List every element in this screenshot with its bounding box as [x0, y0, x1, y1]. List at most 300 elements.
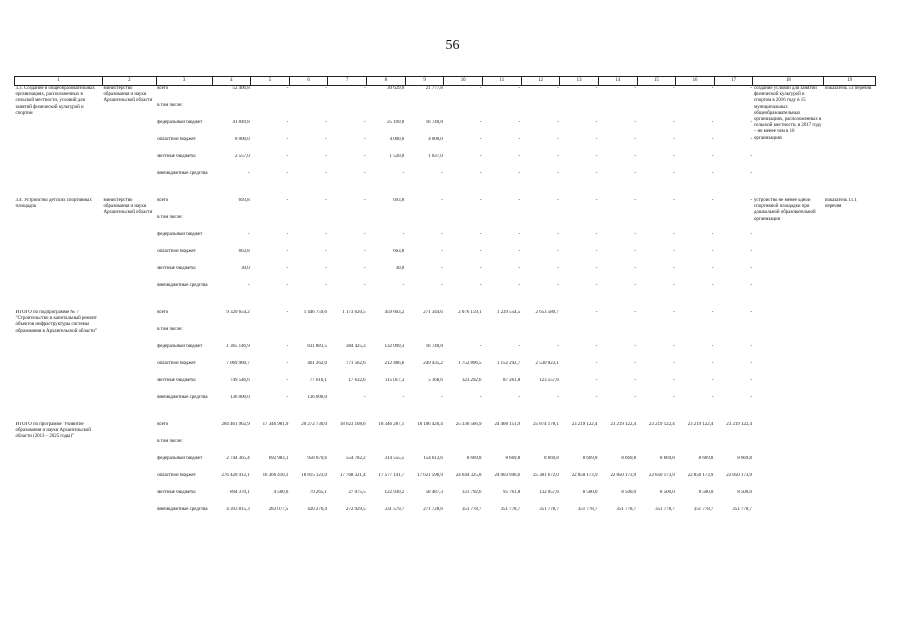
- amount-cell: -: [595, 266, 598, 271]
- header-cell: 19: [824, 77, 876, 86]
- amount-cell: 8 500,0: [737, 490, 752, 495]
- amount-cell: 1 520,0: [389, 154, 405, 159]
- amount-cell: -: [673, 137, 675, 142]
- amount-cell: -: [402, 283, 405, 288]
- amount-cell: 8 669,8: [621, 456, 637, 461]
- amount-cell: -: [557, 198, 559, 203]
- funding-source: областной бюджет: [157, 361, 196, 366]
- amount-cell: -: [441, 198, 443, 203]
- amount-cell: -: [595, 232, 598, 237]
- amount-cell: 18 623 108,6: [339, 422, 366, 427]
- funding-source: федеральный бюджет: [157, 344, 203, 349]
- amount-cell: -: [325, 198, 327, 203]
- amount-cell: -: [286, 395, 289, 400]
- header-cell: 1: [15, 77, 103, 86]
- amount-cell: -: [518, 137, 521, 142]
- amount-cell: -: [557, 171, 559, 176]
- amount-cell: 24 468 151,9: [494, 422, 521, 427]
- amount-cell: -: [557, 120, 559, 125]
- amount-cell: -: [673, 198, 675, 203]
- amount-cell: 23 219 122,4: [571, 422, 598, 427]
- amount-cell: [714, 439, 753, 456]
- amount-cell: -: [750, 266, 752, 271]
- amount-cell: 136 000,0: [230, 395, 250, 400]
- funding-source: федеральный бюджет: [157, 232, 203, 237]
- amount-cell: -: [479, 86, 482, 91]
- amount-cell: 692 983,1: [268, 456, 289, 461]
- amount-cell: -: [711, 361, 714, 366]
- amount-cell: -: [286, 137, 289, 142]
- amount-cell: 30,0: [395, 266, 405, 271]
- amount-cell: [251, 439, 290, 456]
- amount-cell: -: [441, 171, 443, 176]
- amount-cell: 8 500,0: [660, 490, 675, 495]
- amount-cell: 23 219 122,4: [649, 422, 675, 427]
- amount-cell: 22 850 173,9: [571, 473, 598, 478]
- amount-cell: -: [711, 154, 714, 159]
- amount-cell: 16 366 410,3: [262, 473, 289, 478]
- amount-cell: [483, 215, 522, 232]
- amount-cell: 271 728,6: [423, 507, 443, 512]
- amount-cell: -: [595, 154, 598, 159]
- amount-cell: -: [595, 344, 598, 349]
- amount-cell: 52 406,8: [232, 86, 250, 91]
- funding-source: внебюджетные средства: [157, 395, 208, 400]
- amount-cell: 16 740,8: [425, 344, 443, 349]
- amount-cell: -: [673, 249, 675, 254]
- amount-cell: -: [325, 86, 327, 91]
- amount-cell: 8 669,8: [582, 456, 598, 461]
- amount-cell: -: [479, 249, 482, 254]
- funding-source: в том числе:: [157, 103, 183, 108]
- target-indicator: показатель 53 перечня: [824, 86, 872, 91]
- funding-source: местные бюджеты: [157, 154, 196, 159]
- amount-cell: -: [479, 198, 482, 203]
- amount-cell: -: [634, 249, 637, 254]
- amount-cell: [405, 103, 444, 120]
- amount-cell: 8 500,0: [582, 490, 598, 495]
- amount-cell: 87 261,8: [503, 378, 521, 383]
- amount-cell: [328, 327, 367, 344]
- amount-cell: -: [634, 171, 637, 176]
- funding-source: всего: [157, 86, 169, 91]
- expected-result: создание условий для занятий физической культурой и спортом в 2016 году в 15 муниципальных общеобразовательных организациях, расположенных в сельской местности, в 2017 году – не менее чем в 10 организациях: [753, 86, 822, 141]
- measure-name: ИТОГО по программе "Развитие образования и науки Архангельской области (2013 – 2025 годы)": [15, 422, 91, 440]
- amount-cell: -: [711, 378, 714, 383]
- amount-cell: -: [557, 232, 559, 237]
- amount-cell: -: [286, 171, 289, 176]
- amount-cell: 351 778,7: [616, 507, 637, 512]
- amount-cell: -: [595, 86, 598, 91]
- amount-cell: 4 500,0: [273, 490, 289, 495]
- amount-cell: 249 435,2: [423, 361, 443, 366]
- amount-cell: -: [363, 120, 366, 125]
- amount-cell: [637, 215, 676, 232]
- table-row: [15, 198, 876, 215]
- amount-cell: -: [557, 266, 559, 271]
- amount-cell: 351 778,7: [461, 507, 482, 512]
- amount-cell: -: [750, 310, 752, 315]
- amount-cell: 384 425,3: [346, 344, 366, 349]
- amount-cell: -: [518, 120, 521, 125]
- amount-cell: [521, 215, 560, 232]
- amount-cell: 22 850 173,9: [610, 473, 637, 478]
- amount-cell: 23 219 122,4: [687, 422, 714, 427]
- amount-cell: -: [557, 86, 559, 91]
- header-cell: 15: [637, 77, 676, 86]
- amount-cell: -: [595, 249, 598, 254]
- amount-cell: 894 370,1: [230, 490, 250, 495]
- amount-cell: [598, 327, 637, 344]
- header-cell: 12: [521, 77, 560, 86]
- amount-cell: [289, 439, 328, 456]
- amount-cell: -: [634, 137, 637, 142]
- amount-cell: -: [557, 137, 559, 142]
- amount-cell: [212, 215, 251, 232]
- amount-cell: [637, 439, 676, 456]
- amount-cell: [714, 215, 753, 232]
- amount-cell: [251, 103, 290, 120]
- amount-cell: -: [673, 232, 675, 237]
- amount-cell: -: [363, 86, 366, 91]
- funding-source: всего: [157, 198, 169, 203]
- amount-cell: 461 262,0: [307, 361, 327, 366]
- amount-cell: -: [286, 283, 289, 288]
- amount-cell: 272 929,5: [346, 507, 366, 512]
- amount-cell: -: [711, 232, 714, 237]
- amount-cell: 958 070,6: [307, 456, 327, 461]
- amount-cell: -: [673, 344, 675, 349]
- header-cell: 8: [367, 77, 406, 86]
- header-cell: 5: [251, 77, 290, 86]
- amount-cell: -: [711, 171, 714, 176]
- amount-cell: 276 420 412,1: [221, 473, 250, 478]
- amount-cell: [676, 215, 715, 232]
- amount-cell: [212, 439, 251, 456]
- amount-cell: -: [518, 344, 521, 349]
- amount-cell: -: [673, 361, 675, 366]
- amount-cell: [251, 327, 290, 344]
- amount-cell: 154 613,6: [423, 456, 443, 461]
- amount-cell: 132 057,6: [539, 490, 559, 495]
- amount-cell: 115 017,3: [384, 378, 405, 383]
- amount-cell: -: [325, 154, 327, 159]
- amount-cell: 30,0: [241, 266, 250, 271]
- funding-source: федеральный бюджет: [157, 120, 203, 125]
- funding-source: местные бюджеты: [157, 378, 196, 383]
- budget-table: [14, 76, 876, 524]
- amount-cell: -: [634, 266, 637, 271]
- amount-cell: -: [673, 310, 675, 315]
- amount-cell: -: [325, 120, 327, 125]
- amount-cell: -: [248, 283, 250, 288]
- amount-cell: 554 782,2: [346, 456, 366, 461]
- header-cell: 4: [212, 77, 251, 86]
- amount-cell: 663,8: [238, 249, 250, 254]
- amount-cell: -: [325, 283, 327, 288]
- amount-cell: 18 815 123,0: [301, 473, 327, 478]
- amount-cell: -: [518, 154, 521, 159]
- amount-cell: -: [402, 232, 405, 237]
- amount-cell: -: [750, 344, 752, 349]
- spacer-cell: [15, 300, 876, 310]
- amount-cell: 749 546,6: [230, 378, 250, 383]
- amount-cell: 22 850 173,9: [649, 473, 675, 478]
- measure-executor: министерство образования и науки Архангельской области: [103, 198, 153, 216]
- amount-cell: [521, 103, 560, 120]
- amount-cell: -: [634, 86, 637, 91]
- amount-cell: -: [595, 395, 598, 400]
- amount-cell: 123 557,6: [539, 378, 559, 383]
- funding-source: областной бюджет: [157, 249, 196, 254]
- amount-cell: [598, 215, 637, 232]
- amount-cell: -: [441, 266, 443, 271]
- amount-cell: [444, 103, 483, 120]
- amount-cell: 17 768 321,4: [339, 473, 366, 478]
- amount-cell: -: [595, 198, 598, 203]
- amount-cell: -: [634, 395, 637, 400]
- amount-cell: [714, 327, 753, 344]
- spacer-cell: [15, 188, 876, 198]
- amount-cell: 331 579,7: [384, 507, 405, 512]
- measure-executor: [103, 422, 157, 524]
- amount-cell: 25 336 566,9: [455, 422, 482, 427]
- amount-cell: -: [711, 266, 714, 271]
- amount-cell: [444, 327, 483, 344]
- amount-cell: -: [286, 378, 289, 383]
- amount-cell: -: [595, 378, 598, 383]
- amount-cell: 25 874 178,1: [533, 422, 559, 427]
- amount-cell: -: [286, 198, 289, 203]
- amount-cell: [251, 215, 290, 232]
- amount-cell: [714, 103, 753, 120]
- amount-cell: -: [518, 249, 521, 254]
- amount-cell: 351 778,7: [655, 507, 675, 512]
- amount-cell: 17 577 141,7: [378, 473, 405, 478]
- amount-cell: [676, 327, 715, 344]
- amount-cell: -: [750, 378, 752, 383]
- amount-cell: [637, 327, 676, 344]
- funding-source: местные бюджеты: [157, 490, 196, 495]
- amount-cell: [560, 215, 599, 232]
- page-number: 56: [445, 38, 460, 53]
- amount-cell: 24 003 946,6: [494, 473, 521, 478]
- amount-cell: 1 037,0: [428, 154, 443, 159]
- amount-cell: 17 621 596,9: [417, 473, 443, 478]
- amount-cell: 8 669,8: [698, 456, 714, 461]
- amount-cell: 23 219 122,4: [610, 422, 637, 427]
- funding-source: в том числе:: [157, 327, 183, 332]
- target-indicator: [824, 422, 876, 524]
- amount-cell: -: [557, 395, 559, 400]
- amount-cell: 41 849,8: [232, 120, 250, 125]
- amount-cell: [560, 327, 599, 344]
- amount-cell: -: [479, 137, 482, 142]
- amount-cell: [521, 439, 560, 456]
- block-spacer: [15, 412, 876, 422]
- amount-cell: 132 099,3: [384, 344, 405, 349]
- amount-cell: 351 778,7: [539, 507, 559, 512]
- amount-cell: -: [363, 137, 366, 142]
- amount-cell: -: [673, 171, 675, 176]
- amount-cell: -: [441, 283, 443, 288]
- amount-cell: [328, 103, 367, 120]
- target-indicator: показатель 11.1 перечня: [824, 198, 857, 210]
- amount-cell: -: [441, 249, 443, 254]
- amount-cell: 27 075,5: [348, 490, 366, 495]
- amount-cell: -: [711, 395, 714, 400]
- table-row: [15, 310, 876, 327]
- amount-cell: 22 850 173,9: [687, 473, 714, 478]
- amount-cell: -: [711, 310, 714, 315]
- amount-cell: -: [673, 86, 675, 91]
- amount-cell: 283 077,5: [268, 507, 289, 512]
- amount-cell: 314 555,5: [384, 456, 405, 461]
- measure-name: ИТОГО по подпрограмме № 7 "Строительство и капитальный ремонт объектов инфраструктуры системы образования в Архангельской области": [15, 310, 97, 334]
- amount-cell: [367, 439, 406, 456]
- amount-cell: [328, 439, 367, 456]
- amount-cell: -: [325, 137, 327, 142]
- amount-cell: -: [363, 232, 366, 237]
- amount-cell: -: [557, 283, 559, 288]
- expected-result: [753, 422, 824, 524]
- amount-cell: 30 629,0: [387, 86, 405, 91]
- amount-cell: -: [673, 120, 675, 125]
- amount-cell: [483, 327, 522, 344]
- amount-cell: 5 168,6: [428, 378, 443, 383]
- amount-cell: [405, 215, 444, 232]
- amount-cell: [676, 103, 715, 120]
- amount-cell: -: [750, 86, 752, 91]
- funding-source: внебюджетные средства: [157, 171, 208, 176]
- amount-cell: 1 752 896,5: [458, 361, 482, 366]
- header-cell: 3: [156, 77, 212, 86]
- funding-source: всего: [157, 310, 169, 315]
- funding-source: в том числе:: [157, 215, 183, 220]
- amount-cell: [637, 103, 676, 120]
- amount-cell: -: [479, 395, 482, 400]
- amount-cell: -: [634, 198, 637, 203]
- amount-cell: 136 000,0: [307, 395, 327, 400]
- amount-cell: 2 653 580,7: [535, 310, 559, 315]
- amount-cell: [405, 327, 444, 344]
- amount-cell: -: [634, 344, 637, 349]
- amount-cell: 17 632,6: [348, 378, 366, 383]
- amount-cell: [212, 103, 251, 120]
- amount-cell: -: [634, 310, 637, 315]
- funding-source: местные бюджеты: [157, 266, 196, 271]
- amount-cell: [483, 103, 522, 120]
- funding-source: всего: [157, 422, 169, 427]
- amount-cell: -: [518, 171, 521, 176]
- amount-cell: 4 000,0: [389, 137, 405, 142]
- amount-cell: 1 152 292,7: [496, 361, 521, 366]
- amount-cell: -: [634, 378, 637, 383]
- amount-cell: -: [595, 171, 598, 176]
- spacer-cell: [15, 412, 876, 422]
- amount-cell: -: [363, 249, 366, 254]
- amount-cell: -: [711, 249, 714, 254]
- amount-cell: 18 106 426,4: [417, 422, 443, 427]
- amount-cell: 8 500,0: [621, 490, 637, 495]
- amount-cell: -: [441, 232, 443, 237]
- amount-cell: 323 292,6: [461, 378, 482, 383]
- amount-cell: -: [557, 344, 559, 349]
- amount-cell: -: [750, 361, 752, 366]
- amount-cell: 1 239 554,5: [496, 310, 521, 315]
- header-cell: 16: [676, 77, 715, 86]
- amount-cell: -: [479, 154, 482, 159]
- amount-cell: -: [248, 232, 250, 237]
- table-header-row: [15, 77, 876, 86]
- amount-cell: 8 669,8: [660, 456, 675, 461]
- amount-cell: -: [750, 171, 752, 176]
- block-spacer: [15, 300, 876, 310]
- amount-cell: -: [673, 378, 675, 383]
- amount-cell: 8 000,0: [234, 137, 250, 142]
- amount-cell: 459 603,2: [384, 310, 405, 315]
- amount-cell: -: [402, 171, 405, 176]
- measure-name: 3.4. Устройство детских спортивных площадок: [15, 198, 92, 210]
- amount-cell: 2 744 365,4: [226, 456, 250, 461]
- amount-cell: -: [711, 344, 714, 349]
- amount-cell: -: [634, 120, 637, 125]
- amount-cell: -: [518, 86, 521, 91]
- amount-cell: -: [750, 198, 752, 203]
- amount-cell: 693,8: [238, 198, 250, 203]
- amount-cell: 693,8: [393, 198, 405, 203]
- measure-executor: [103, 310, 157, 412]
- amount-cell: -: [363, 395, 366, 400]
- amount-cell: -: [479, 283, 482, 288]
- amount-cell: [212, 327, 251, 344]
- amount-cell: 8 669,8: [466, 456, 482, 461]
- amount-cell: -: [673, 395, 675, 400]
- amount-cell: -: [286, 154, 289, 159]
- amount-cell: [560, 439, 599, 456]
- table-row: [15, 422, 876, 439]
- amount-cell: -: [441, 395, 443, 400]
- funding-source: в том числе:: [157, 439, 183, 444]
- funding-source: внебюджетные средства: [157, 283, 208, 288]
- amount-cell: -: [673, 283, 675, 288]
- header-cell: 6: [289, 77, 328, 86]
- amount-cell: [598, 439, 637, 456]
- header-cell: 2: [103, 77, 157, 86]
- amount-cell: -: [286, 361, 289, 366]
- amount-cell: -: [711, 137, 714, 142]
- amount-cell: [289, 327, 328, 344]
- amount-cell: 4 000,0: [428, 137, 443, 142]
- amount-cell: 271 344,6: [423, 310, 443, 315]
- amount-cell: 351 778,7: [732, 507, 752, 512]
- amount-cell: 18 346 287,1: [378, 422, 405, 427]
- amount-cell: -: [325, 266, 327, 271]
- amount-cell: -: [634, 361, 637, 366]
- amount-cell: [405, 439, 444, 456]
- amount-cell: 351 778,7: [500, 507, 521, 512]
- amount-cell: 8 669,8: [737, 456, 752, 461]
- amount-cell: 122 930,2: [384, 490, 405, 495]
- amount-cell: 20 272 730,0: [301, 422, 327, 427]
- amount-cell: -: [286, 249, 289, 254]
- amount-cell: -: [595, 310, 598, 315]
- target-indicator: [824, 310, 876, 412]
- header-cell: 9: [405, 77, 444, 86]
- amount-cell: -: [673, 154, 675, 159]
- amount-cell: 4 393 815,3: [226, 507, 250, 512]
- header-cell: 13: [560, 77, 599, 86]
